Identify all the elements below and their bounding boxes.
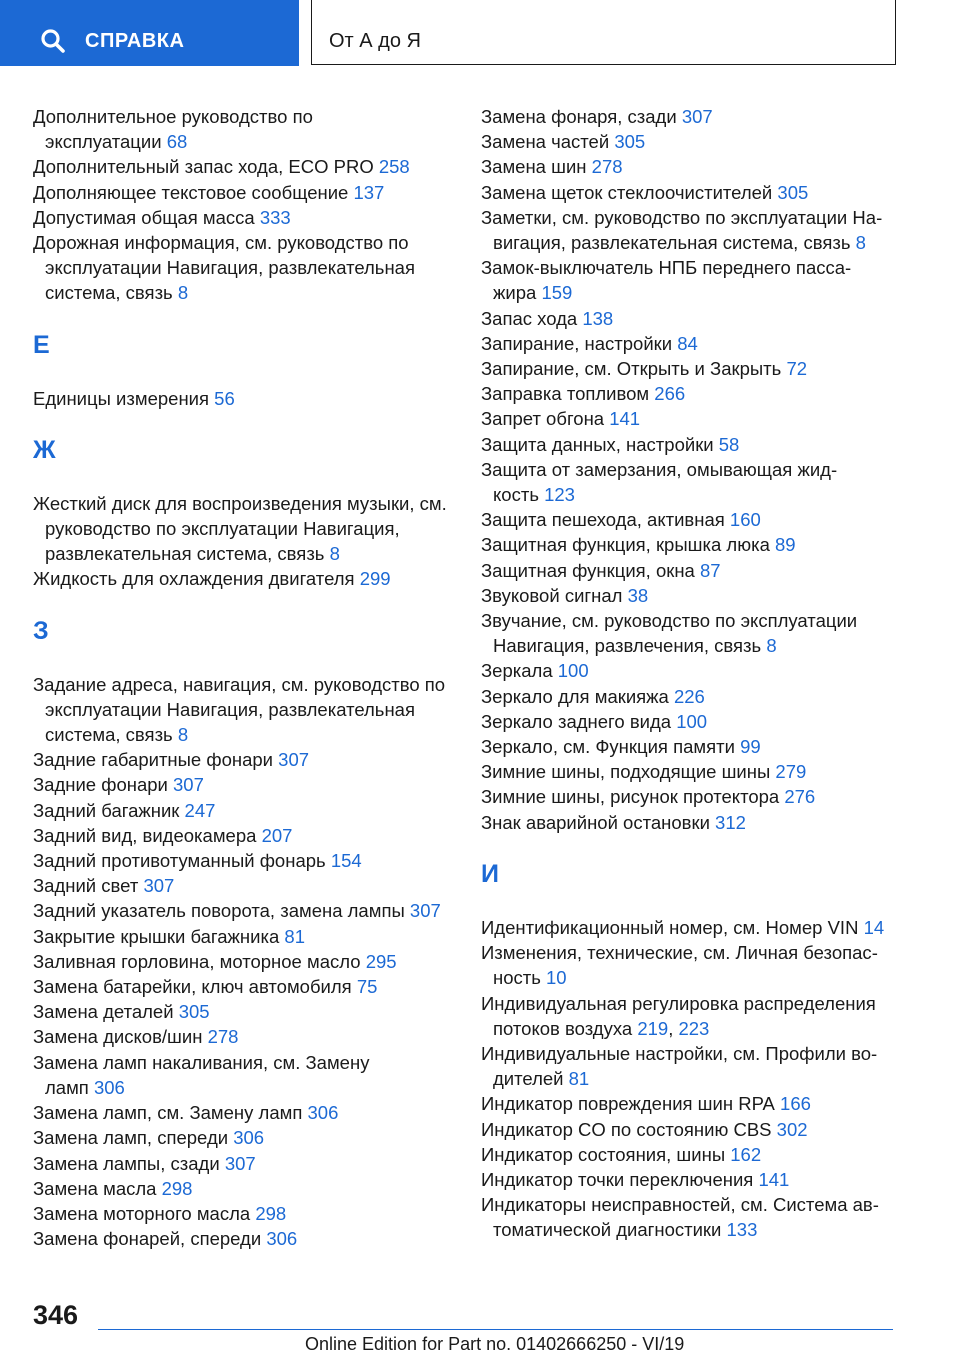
- search-icon: [40, 28, 66, 54]
- index-entry-text: Закрытие крышки багажника: [33, 925, 280, 947]
- index-entry-text: Жесткий диск для воспроизведения музыки, см. руководство по эксплуатации Навигация, развлекательная система, связь: [33, 492, 447, 565]
- index-entry: [481, 709, 911, 734]
- page-link[interactable]: 298: [255, 1202, 287, 1224]
- section-letter: И: [481, 859, 499, 888]
- index-entry: [481, 734, 911, 759]
- page-link[interactable]: 84: [677, 332, 698, 354]
- index-entry-text: Замок-выключатель НПБ переднего пассажира: [481, 257, 852, 304]
- page-link[interactable]: 306: [307, 1102, 339, 1124]
- index-entry: [481, 608, 911, 658]
- index-entry-text: Запирание, см. Открыть и Закрыть: [481, 358, 782, 380]
- page-link[interactable]: 306: [266, 1228, 298, 1250]
- index-entry: [33, 205, 453, 230]
- index-entry-text: Замена дисков/шин: [33, 1026, 203, 1048]
- index-entry: [33, 1151, 453, 1176]
- page-link[interactable]: 166: [780, 1093, 811, 1115]
- page-link[interactable]: 299: [359, 568, 391, 590]
- page-link[interactable]: 307: [173, 774, 204, 796]
- index-entry-text: Задние фонари: [33, 774, 168, 796]
- tab-a-to-z-label: От А до Я: [329, 30, 421, 52]
- index-entry: [481, 356, 911, 381]
- index-entry: [481, 1192, 911, 1242]
- index-entry: [481, 432, 911, 457]
- index-entry: [481, 457, 911, 507]
- page-link[interactable]: 276: [784, 786, 816, 808]
- index-entry: [481, 154, 911, 179]
- index-entry: [33, 566, 453, 591]
- index-entry: [33, 672, 453, 748]
- index-entry: [481, 1167, 911, 1192]
- index-entry: [33, 974, 453, 999]
- index-entry: [481, 583, 911, 608]
- index-entry-text: Задний свет: [33, 875, 139, 897]
- index-entry-text: Жидкость для охлаждения двигателя: [33, 568, 355, 590]
- index-entry: [481, 406, 911, 431]
- index-entry-text: Индикатор состояния, шины: [481, 1143, 726, 1165]
- page-link[interactable]: 306: [93, 1076, 125, 1098]
- page-link[interactable]: 72: [786, 358, 808, 380]
- index-entry: [33, 924, 453, 949]
- page-link[interactable]: 298: [161, 1177, 193, 1199]
- page-link[interactable]: 305: [614, 131, 646, 153]
- index-entry: [33, 1024, 453, 1049]
- index-entry: [481, 1091, 911, 1116]
- page-link[interactable]: 81: [284, 925, 305, 947]
- page-link[interactable]: 306: [233, 1127, 265, 1149]
- index-entry-text: Индивидуальная регулировка распределения потоков воздуха: [481, 992, 876, 1039]
- index-entry: [481, 331, 911, 356]
- page-link[interactable]: 100: [676, 710, 708, 732]
- index-entry: [33, 798, 453, 823]
- index-entry-text: Замена ламп, см. Замену ламп: [33, 1102, 303, 1124]
- index-entry: [481, 1142, 911, 1167]
- index-entry: [33, 1201, 453, 1226]
- page-link[interactable]: 223: [678, 1017, 710, 1039]
- page-link[interactable]: 133: [726, 1219, 758, 1241]
- edition-note: Online Edition for Part no. 01402666250 - VI/19: [305, 1334, 685, 1354]
- index-entry-text: Замена фонарей, спереди: [33, 1228, 262, 1250]
- page-link[interactable]: 99: [740, 736, 761, 758]
- page-number: 346: [33, 1300, 79, 1330]
- index-entry-text: Задний противотуманный фонарь: [33, 850, 326, 872]
- index-entry-text: Зимние шины, подходящие шины: [481, 761, 771, 783]
- page-link[interactable]: 307: [681, 106, 713, 127]
- index-entry-text: Запирание, настройки: [481, 332, 673, 354]
- index-entry: [33, 848, 453, 873]
- index-entry: [33, 949, 453, 974]
- page-link[interactable]: 207: [261, 824, 293, 846]
- index-entry: [481, 306, 911, 331]
- index-entry-text: Индикаторы неисправностей, см. Система автоматической диагностики: [481, 1194, 879, 1241]
- index-entry: [481, 759, 911, 784]
- index-entry-text: Замена деталей: [33, 1001, 174, 1023]
- index-entry: [33, 1125, 453, 1150]
- index-entry: [33, 491, 453, 567]
- index-entry-text: Задние габаритные фонари: [33, 749, 274, 771]
- page-link[interactable]: 8: [177, 282, 189, 304]
- index-entry-text: Зимние шины, рисунок протектора: [481, 786, 780, 808]
- page-link[interactable]: 307: [224, 1152, 256, 1174]
- page-link[interactable]: 8: [329, 543, 340, 565]
- index-entry-text: Индикатор CO по состоянию CBS: [481, 1118, 772, 1140]
- index-entry: [481, 104, 911, 129]
- page-link[interactable]: 295: [365, 950, 397, 972]
- index-entry-text: Задание адреса, навигация, см. руководство по эксплуатации Навигация, развлекательная система, связь: [33, 673, 446, 746]
- index-entry-text: Замена фонаря, сзади: [481, 106, 677, 127]
- index-entry: [33, 1050, 453, 1100]
- page-link[interactable]: 278: [207, 1026, 239, 1048]
- tab-a-to-z[interactable]: [311, 0, 896, 65]
- page-link[interactable]: 159: [541, 282, 573, 304]
- index-entry-text: Звучание, см. руководство по эксплуатации Навигация, развлечения, связь: [481, 610, 858, 657]
- index-entry-text: Индикатор повреждения шин RPA: [481, 1093, 775, 1115]
- index-entry: [33, 747, 453, 772]
- page-link[interactable]: 307: [278, 749, 310, 771]
- index-entry-text: Защитная функция, окна: [481, 559, 695, 581]
- index-entry-text: Замена шин: [481, 156, 587, 178]
- index-entry-text: Зеркала: [481, 660, 553, 682]
- index-entry-text: Идентификационный номер, см. Номер VIN: [481, 916, 859, 938]
- index-entry: [33, 1100, 453, 1125]
- index-entry-text: Защитная функция, крышка люка: [481, 534, 770, 556]
- page-link[interactable]: 307: [409, 900, 441, 922]
- index-entry-text: Заливная горловина, моторное масло: [33, 950, 361, 972]
- page-link[interactable]: 219: [637, 1017, 669, 1039]
- page-link[interactable]: 137: [353, 181, 385, 203]
- index-entry-text: Замена частей: [481, 131, 610, 153]
- page-link[interactable]: 307: [143, 875, 175, 897]
- index-entry-text: Дополняющее текстовое сообщение: [33, 181, 349, 203]
- index-entry-text: Замена лампы, сзади: [33, 1152, 220, 1174]
- index-entry-text: Задний багажник: [33, 799, 180, 821]
- section-letter: Ж: [33, 435, 56, 464]
- index-entry: [33, 1176, 453, 1201]
- page-link[interactable]: 162: [730, 1143, 762, 1165]
- page-link[interactable]: 305: [777, 181, 809, 203]
- section-letter: З: [33, 616, 49, 645]
- section-letter: Е: [33, 330, 50, 359]
- index-entry-text: Дорожная информация, см. руководство по эксплуатации Навигация, развлекательная система, связь: [33, 232, 415, 304]
- page-link[interactable]: 87: [699, 559, 721, 581]
- footer-divider: [98, 1329, 893, 1330]
- page-link[interactable]: 141: [609, 408, 641, 430]
- index-entry: [481, 205, 911, 255]
- index-entry-text: Замена масла: [33, 1177, 157, 1199]
- page-link[interactable]: 123: [544, 484, 575, 506]
- index-entry: [481, 684, 911, 709]
- index-entry-text: Заправка топливом: [481, 383, 650, 405]
- index-entry: [33, 230, 453, 306]
- index-entry-text: Дополнительный запас хода, ECO PRO: [33, 156, 374, 178]
- index-entry-text: Защита пешехода, активная: [481, 509, 725, 531]
- index-entry-text: Защита от замерзания, омывающая жидкость: [481, 458, 838, 506]
- index-entry: [481, 381, 911, 406]
- index-entry: [33, 999, 453, 1024]
- page-link[interactable]: 100: [557, 660, 589, 682]
- index-entry-text: Замена щеток стеклоочистителей: [481, 181, 773, 203]
- index-entry-text: Зеркало для макияжа: [481, 685, 669, 707]
- index-entry-text: Замена ламп, спереди: [33, 1127, 229, 1149]
- index-entry: [481, 1041, 911, 1091]
- index-entry: [33, 386, 453, 411]
- index-entry-text: Запас хода: [481, 307, 578, 329]
- page-link[interactable]: 154: [330, 850, 362, 872]
- index-entry-text: Звуковой сигнал: [481, 584, 623, 606]
- page-link[interactable]: 38: [627, 584, 649, 606]
- index-entry-text: Зеркало, см. Функция памяти: [481, 736, 735, 758]
- index-entry: [481, 507, 911, 532]
- page-link[interactable]: 247: [184, 799, 216, 821]
- index-entry-text: Знак аварийной остановки: [481, 811, 710, 833]
- page-link[interactable]: 266: [654, 383, 686, 405]
- page-link[interactable]: 141: [758, 1168, 790, 1190]
- index-entry-text: Дополнительное руководство по эксплуатации: [33, 106, 313, 153]
- page-link[interactable]: 8: [177, 724, 189, 746]
- index-entry-text: Допустимая общая масса: [33, 206, 255, 228]
- page-link[interactable]: 8: [766, 635, 777, 657]
- page-link[interactable]: 279: [775, 761, 807, 783]
- index-column-left: [33, 104, 453, 1251]
- index-entry-text: Индивидуальные настройки, см. Профили водителей: [481, 1042, 878, 1090]
- page-link[interactable]: 8: [855, 232, 866, 254]
- index-entry: [481, 532, 911, 557]
- page-link[interactable]: 75: [356, 976, 378, 998]
- index-entry-text: Защита данных, настройки: [481, 433, 714, 455]
- index-entry: [33, 154, 453, 179]
- page-link[interactable]: 138: [582, 307, 614, 329]
- index-entry: [481, 658, 911, 683]
- index-entry: [33, 823, 453, 848]
- page-link[interactable]: 258: [378, 156, 410, 178]
- page-link[interactable]: 56: [214, 387, 235, 409]
- index-entry: [481, 915, 911, 940]
- page-link[interactable]: 89: [775, 534, 796, 556]
- page-link[interactable]: 333: [259, 206, 291, 228]
- tab-help[interactable]: [0, 0, 299, 66]
- index-entry: [33, 1226, 453, 1251]
- index-entry-text: Индикатор точки переключения: [481, 1168, 754, 1190]
- index-entry: [481, 180, 911, 205]
- index-entry: [33, 104, 453, 154]
- index-entry: [481, 558, 911, 583]
- index-entry-text: Единицы измерения: [33, 387, 210, 409]
- page-link[interactable]: 278: [591, 156, 623, 178]
- index-entry: [33, 180, 453, 205]
- index-entry: [481, 1117, 911, 1142]
- page-link[interactable]: 305: [178, 1001, 210, 1023]
- index-entry-text: Замена моторного масла: [33, 1202, 251, 1224]
- page-link[interactable]: 58: [718, 433, 740, 455]
- index-entry-text: Запрет обгона: [481, 408, 605, 430]
- index-entry: [33, 898, 453, 923]
- index-entry: [481, 784, 911, 809]
- page-link[interactable]: 302: [776, 1118, 808, 1140]
- page-link[interactable]: 10: [546, 967, 567, 989]
- index-column-right: [481, 104, 911, 1243]
- top-navigation: [0, 0, 960, 66]
- page-link[interactable]: 68: [166, 131, 188, 153]
- page-link[interactable]: 81: [568, 1068, 590, 1090]
- index-entry-text: Заметки, см. руководство по эксплуатации Навигация, развлекательная система, связь: [481, 206, 883, 254]
- index-entry: [33, 772, 453, 797]
- index-entry-text: Замена ламп накаливания, см. Замену ламп: [33, 1051, 370, 1098]
- index-entry-text: Зеркало заднего вида: [481, 710, 672, 732]
- tab-help-label: СПРАВКА: [85, 30, 185, 52]
- page-link[interactable]: 14: [863, 916, 885, 938]
- index-entry: [481, 129, 911, 154]
- index-entry-text: Задний указатель поворота, замена лампы: [33, 900, 405, 922]
- page-link[interactable]: 312: [715, 811, 746, 833]
- index-entry: [33, 873, 453, 898]
- page-link[interactable]: 160: [729, 509, 761, 531]
- index-entry: [481, 940, 911, 990]
- index-entry-text: Замена батарейки, ключ автомобиля: [33, 976, 352, 998]
- index-entry-text: Задний вид, видеокамера: [33, 824, 257, 846]
- index-entry-text: Изменения, технические, см. Личная безопасность: [481, 942, 878, 989]
- index-entry: Индивидуальная регулировка распределения потоков воздуха 219, 223: [481, 992, 876, 1039]
- index-entry: [481, 810, 911, 835]
- page-link[interactable]: 226: [673, 685, 705, 707]
- index-entry: [481, 255, 911, 305]
